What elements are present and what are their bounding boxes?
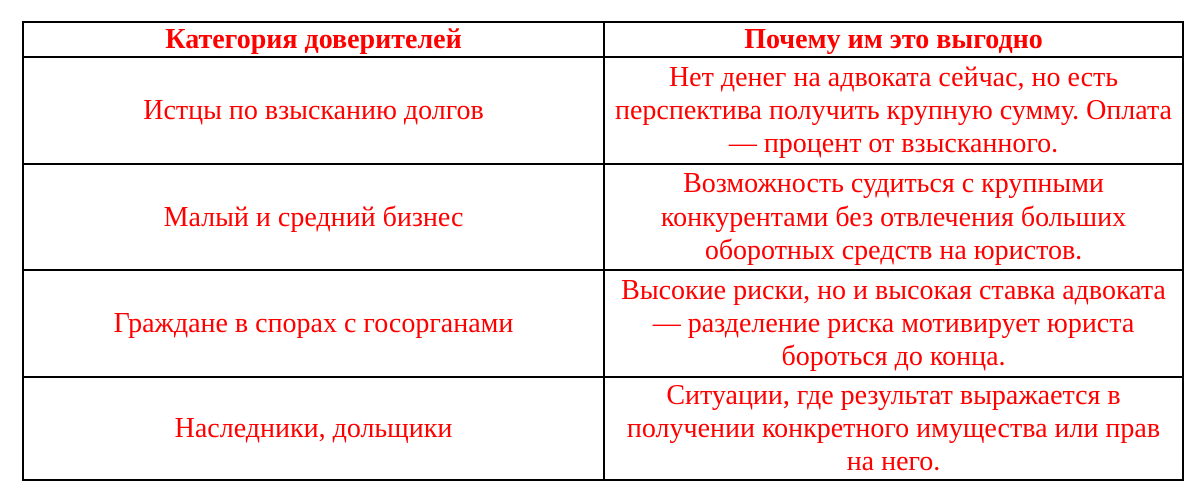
header-category: Категория доверителей	[23, 22, 604, 57]
category-cell: Малый и средний бизнес	[23, 164, 604, 270]
table-row	[23, 270, 1183, 377]
benefit-cell: Ситуации, где результат выражается в получении конкретного имущества или прав на него.	[604, 377, 1183, 480]
clients-benefits-table	[22, 21, 1184, 481]
category-cell: Граждане в спорах с госорганами	[23, 270, 604, 377]
benefit-cell: Возможность судиться с крупными конкурентами без отвлечения больших оборотных средств на юристов.	[604, 164, 1183, 270]
clients-benefits-table-wrap	[22, 21, 1184, 481]
benefit-cell: Нет денег на адвоката сейчас, но есть перспектива получить крупную сумму. Оплата — процент от взысканного.	[604, 57, 1183, 164]
table-row	[23, 57, 1183, 164]
table-row	[23, 377, 1183, 480]
header-row	[23, 22, 1183, 57]
table-row	[23, 164, 1183, 270]
header-benefit: Почему им это выгодно	[604, 22, 1183, 57]
benefit-cell: Высокие риски, но и высокая ставка адвоката — разделение риска мотивирует юриста бороться до конца.	[604, 270, 1183, 377]
category-cell: Наследники, дольщики	[23, 377, 604, 480]
category-cell: Истцы по взысканию долгов	[23, 57, 604, 164]
